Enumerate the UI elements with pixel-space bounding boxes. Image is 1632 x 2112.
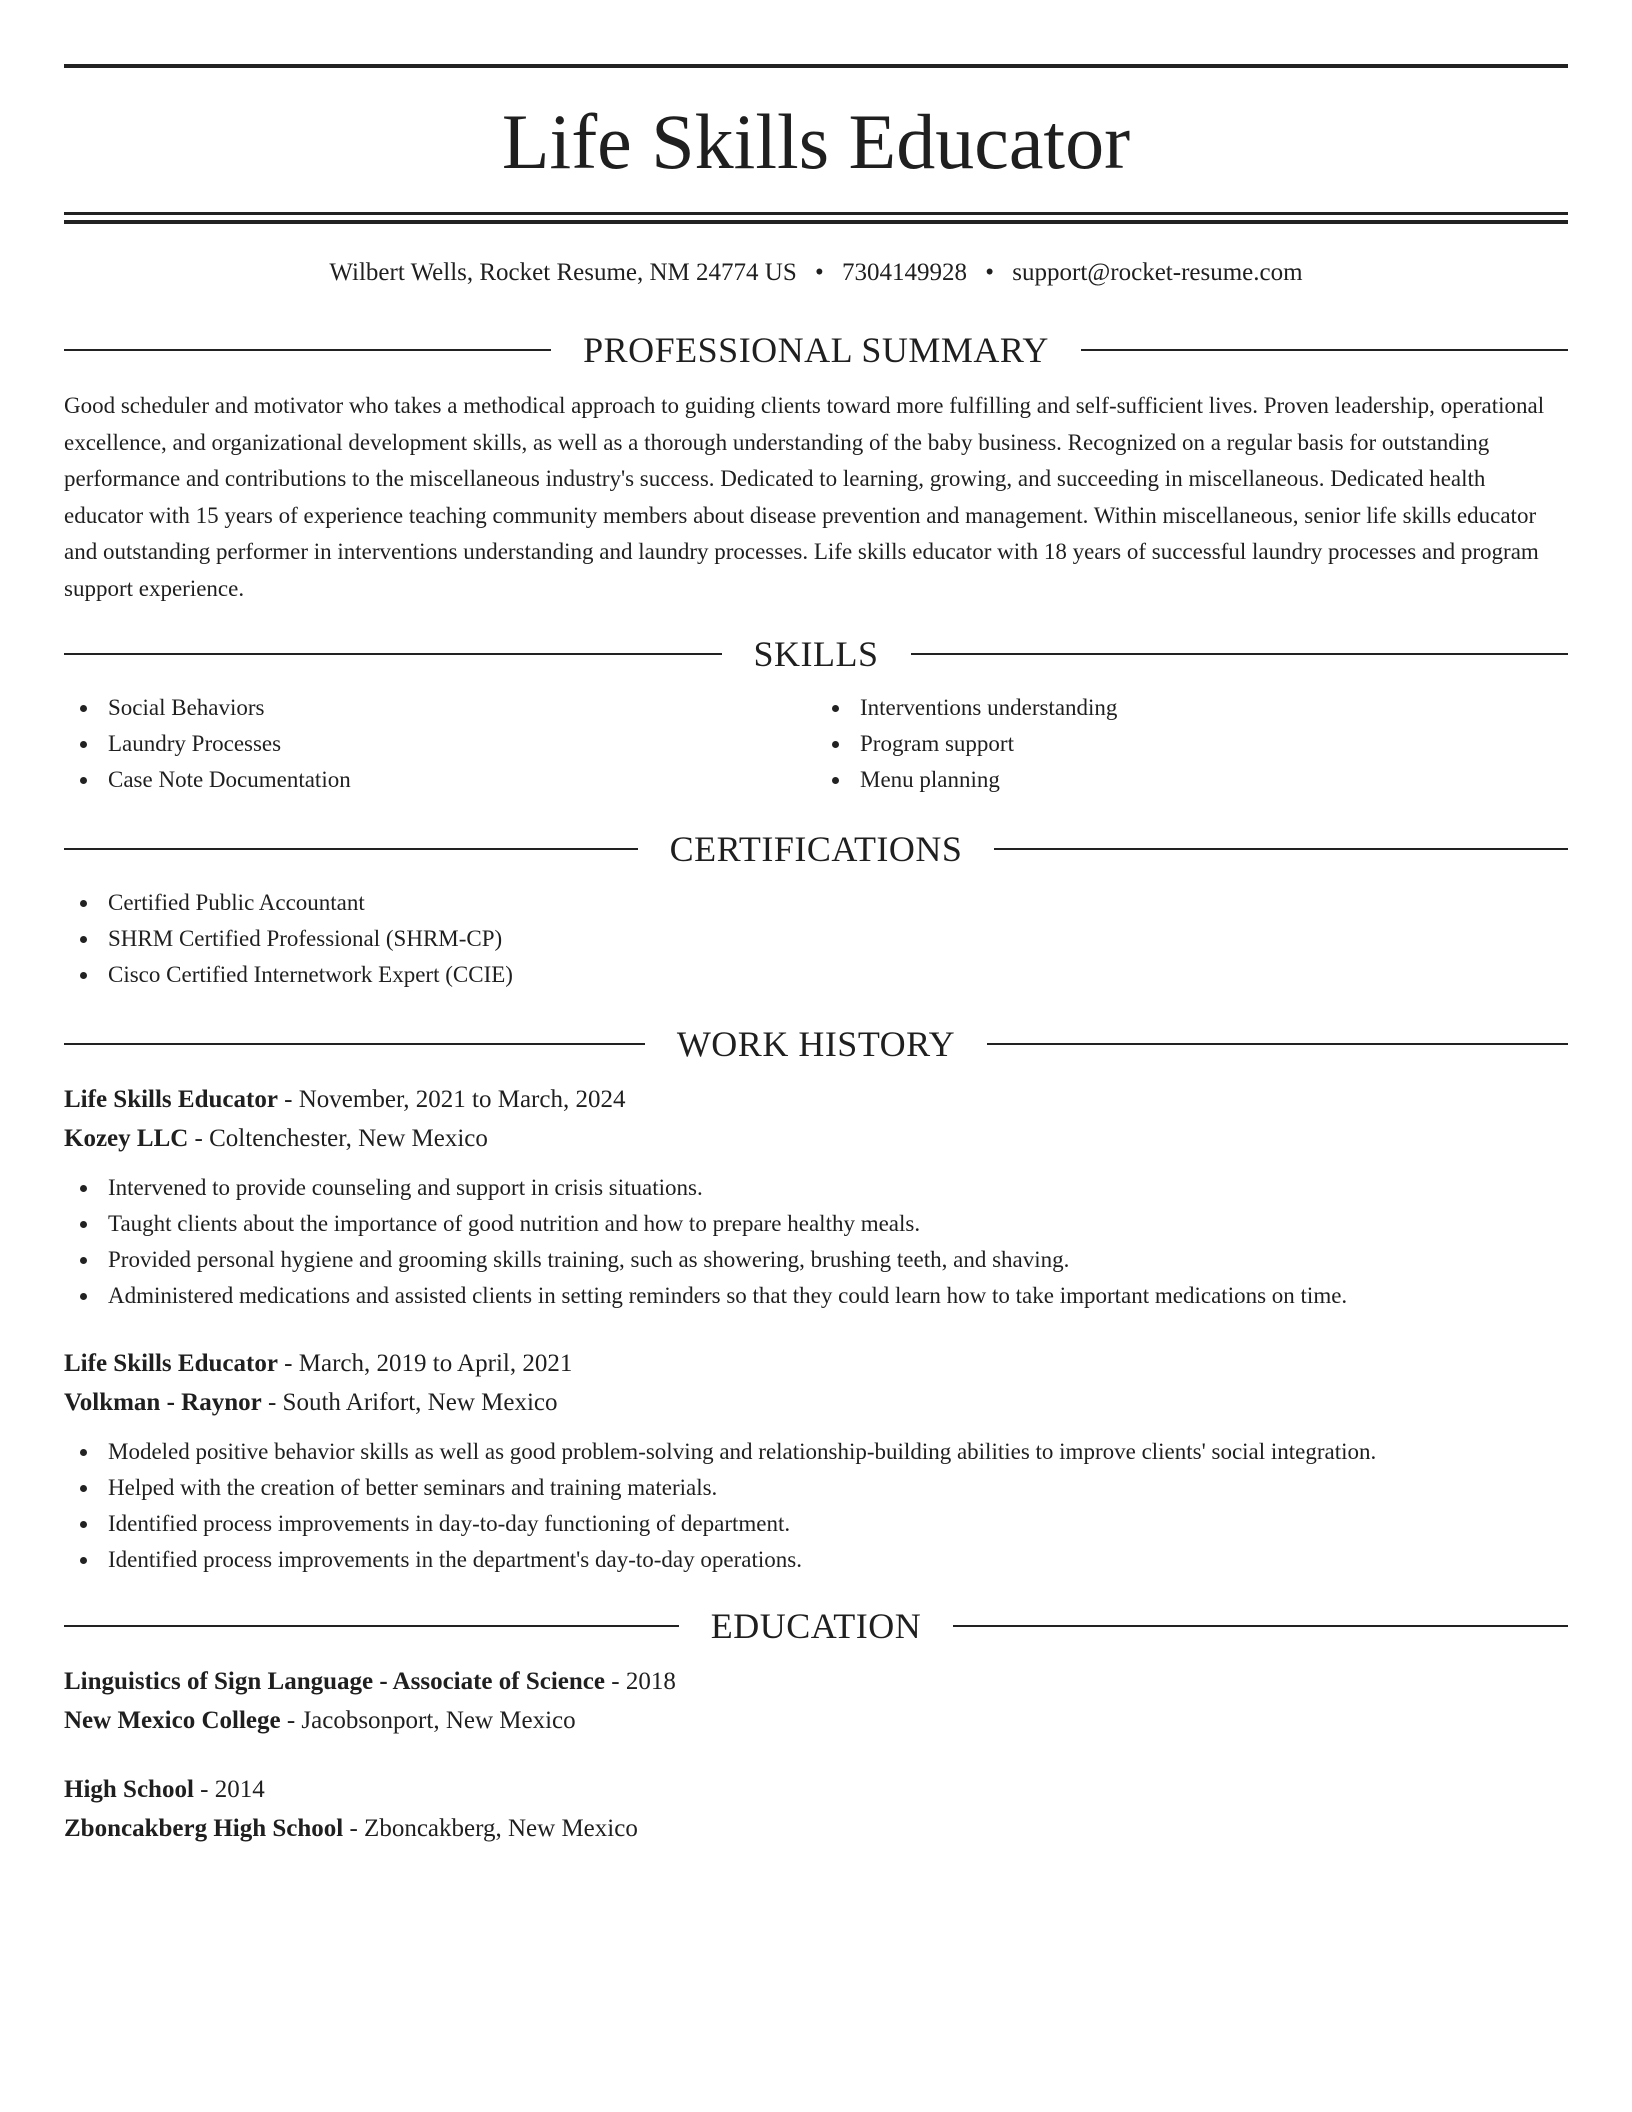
- skill-item: Case Note Documentation: [64, 762, 816, 798]
- heading-rule: [953, 1625, 1568, 1627]
- section-title: SKILLS: [753, 634, 879, 674]
- resume-title: Life Skills Educator: [501, 98, 1131, 185]
- section-heading-skills: [64, 636, 1568, 672]
- contact-phone: 7304149928: [842, 259, 967, 286]
- heading-rule: [64, 1043, 645, 1045]
- section-title: EDUCATION: [710, 1606, 922, 1646]
- contact-separator: •: [814, 259, 824, 286]
- section-heading-work: [64, 1026, 1568, 1062]
- education-school-line: [64, 1701, 1568, 1740]
- section-heading-education: [64, 1608, 1568, 1644]
- heading-rule: [987, 1043, 1568, 1045]
- education-school: Zboncakberg High School: [64, 1815, 344, 1842]
- education-entry: [64, 1662, 1568, 1740]
- work-entry: [64, 1080, 1568, 1314]
- job-bullet: Identified process improvements in day-to-day functioning of department.: [64, 1506, 1568, 1542]
- contact-address: Wilbert Wells, Rocket Resume, NM 24774 US: [329, 259, 797, 286]
- contact-email[interactable]: support@rocket-resume.com: [1012, 259, 1303, 286]
- heading-rule: [64, 848, 638, 850]
- job-location: - South Arifort, New Mexico: [261, 1389, 558, 1416]
- education-degree: High School: [64, 1776, 194, 1803]
- skill-item: Program support: [816, 726, 1568, 762]
- education-degree-line: [64, 1662, 1568, 1701]
- job-company: Kozey LLC: [64, 1125, 189, 1152]
- education-entry: [64, 1770, 1568, 1848]
- certification-item: Cisco Certified Internetwork Expert (CCIE): [64, 957, 1568, 993]
- job-bullet: Modeled positive behavior skills as well as good problem-solving and relationship-building abilities to improve clients' social integration.: [64, 1434, 1568, 1470]
- resume-page: [64, 64, 1568, 1848]
- section-title: CERTIFICATIONS: [669, 829, 963, 869]
- heading-rule: [64, 349, 551, 351]
- skill-item: Social Behaviors: [64, 690, 816, 726]
- job-bullets: [64, 1170, 1568, 1314]
- job-location: - Coltenchester, New Mexico: [188, 1125, 488, 1152]
- heading-rule: [64, 1625, 679, 1627]
- job-title: Life Skills Educator: [64, 1350, 278, 1377]
- job-bullet: Intervened to provide counseling and support in crisis situations.: [64, 1170, 1568, 1206]
- certifications-list: [64, 885, 1568, 993]
- job-title-line: [64, 1344, 1568, 1383]
- contact-line: [64, 258, 1568, 288]
- job-bullet: Taught clients about the importance of good nutrition and how to prepare healthy meals.: [64, 1206, 1568, 1242]
- certification-item: SHRM Certified Professional (SHRM-CP): [64, 921, 1568, 957]
- job-dates: - March, 2019 to April, 2021: [277, 1350, 573, 1377]
- section-title: WORK HISTORY: [676, 1024, 956, 1064]
- education-school-line: [64, 1809, 1568, 1848]
- job-company-line: [64, 1383, 1568, 1422]
- job-bullet: Helped with the creation of better seminars and training materials.: [64, 1470, 1568, 1506]
- job-dates: - November, 2021 to March, 2024: [277, 1086, 626, 1113]
- heading-rule: [994, 848, 1568, 850]
- job-bullet: Provided personal hygiene and grooming skills training, such as showering, brushing teeth, and shaving.: [64, 1242, 1568, 1278]
- skill-item: Menu planning: [816, 762, 1568, 798]
- title-double-rule: [64, 212, 1568, 224]
- job-bullet: Identified process improvements in the department's day-to-day operations.: [64, 1542, 1568, 1578]
- education-degree-line: [64, 1770, 1568, 1809]
- job-title: Life Skills Educator: [64, 1086, 278, 1113]
- education-location: - Zboncakberg, New Mexico: [343, 1815, 638, 1842]
- education-location: - Jacobsonport, New Mexico: [280, 1707, 576, 1734]
- skill-item: Interventions understanding: [816, 690, 1568, 726]
- section-heading-summary: [64, 332, 1568, 368]
- heading-rule: [1081, 349, 1568, 351]
- contact-separator: •: [985, 259, 995, 286]
- summary-text: Good scheduler and motivator who takes a methodical approach to guiding clients toward more fulfilling and self-sufficient lives. Proven leadership, operational excellence, and organizational development skills, as well as a thorough understanding of the baby business. Recognized on a regular basis for outstanding performance and contributions to the miscellaneous industry's success. Dedicated to learning, growing, and succeeding in miscellaneous. Dedicated health educator with 15 years of experience teaching community members about disease prevention and management. Within miscellaneous, senior life skills educator and outstanding performer in interventions understanding and laundry processes. Life skills educator with 18 years of successful laundry processes and program support experience.: [64, 393, 1545, 601]
- job-company-line: [64, 1119, 1568, 1158]
- work-entry: [64, 1344, 1568, 1578]
- job-bullets: [64, 1434, 1568, 1578]
- education-school: New Mexico College: [64, 1707, 281, 1734]
- skills-column-left: [64, 690, 816, 798]
- education-year: - 2014: [193, 1776, 265, 1803]
- top-rule: [64, 64, 1568, 68]
- job-company: Volkman - Raynor: [64, 1389, 262, 1416]
- section-title: PROFESSIONAL SUMMARY: [583, 330, 1049, 370]
- job-bullet: Administered medications and assisted clients in setting reminders so that they could learn how to take important medications on time.: [64, 1278, 1568, 1314]
- education-year: - 2018: [605, 1668, 676, 1695]
- certification-item: Certified Public Accountant: [64, 885, 1568, 921]
- skills-list: [64, 690, 1568, 798]
- section-heading-certifications: [64, 831, 1568, 867]
- education-degree: Linguistics of Sign Language - Associate of Science: [64, 1668, 605, 1695]
- heading-rule: [64, 653, 722, 655]
- skill-item: Laundry Processes: [64, 726, 816, 762]
- skills-column-right: [816, 690, 1568, 798]
- heading-rule: [911, 653, 1569, 655]
- job-title-line: [64, 1080, 1568, 1119]
